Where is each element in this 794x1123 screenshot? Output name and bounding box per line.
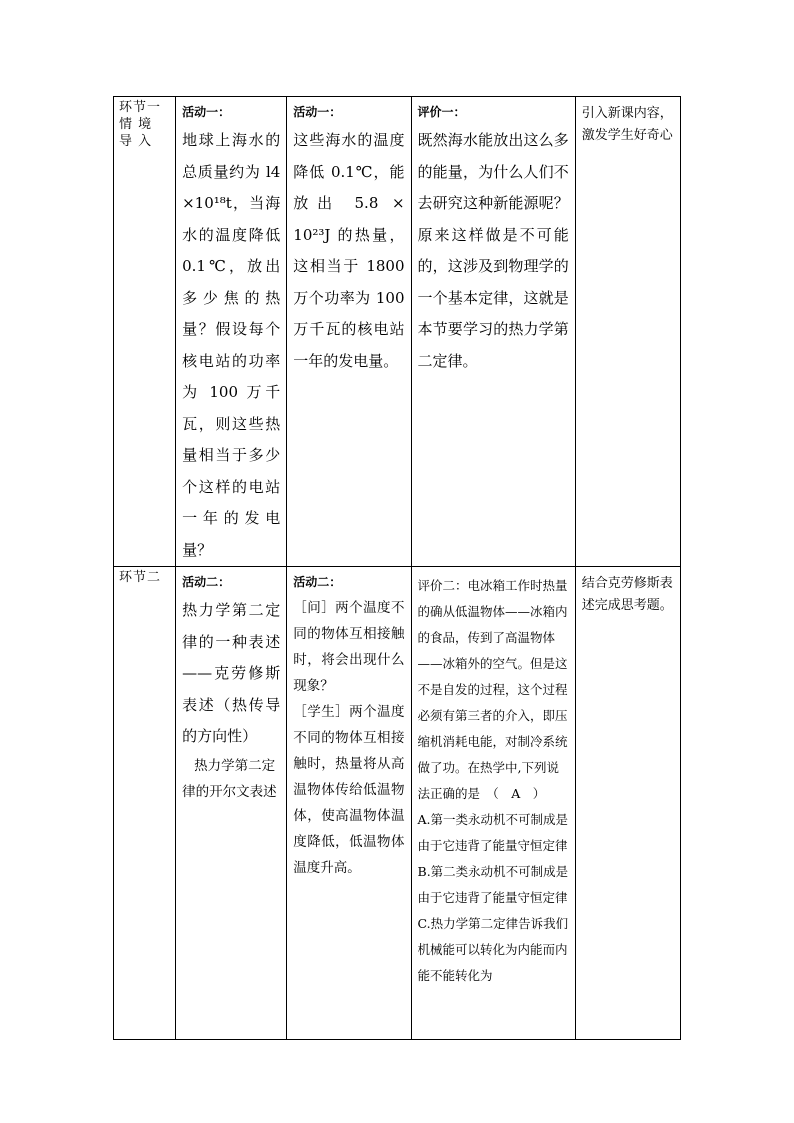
option-c: C.热力学第二定律告诉我们机械能可以转化为内能而内能不能转化为 [417,916,569,983]
activity-label: 活动二： [182,575,231,589]
option-b: B.第二类永动机不可制成是由于它违背了能量守恒定律 [417,864,569,905]
lesson-plan-table [113,96,681,1040]
teacher-activity-cell [176,567,287,1040]
stage-cell [114,97,176,567]
evaluation-text: 评价二：电冰箱工作时热量的确从低温物体——冰箱内的食品，传到了高温物体——冰箱外的空气。但是这不是自发的过程，这个过程必须有第三者的介入，即压缩机消耗电能，对制冷系统做了功。在热学中,下列说法正确的是 （ A ） [417,578,568,801]
activity-label: 活动二： [293,575,342,589]
stage-cell [114,567,176,1040]
activity-label: 活动一： [182,105,231,119]
table-row [114,97,681,567]
activity-text: 这些海水的温度降低 0.1℃，能放出 5.8 × 10²³J 的热量，这相当于 1800 万个功率为 100 万千瓦的核电站一年的发电量。 [293,131,405,370]
stage-label: 环节一 情 境 导 入 [119,100,162,149]
teacher-activity-cell [176,97,287,567]
table-row [114,567,681,1040]
activity-subtext: 热力学第二定律的开尔文表述 [182,757,277,800]
activity-label: 活动一： [293,105,342,119]
intent-cell [575,97,680,567]
answer-text: ［学生］两个温度不同的物体互相接触时，热量将从高温物体传给低温物体，使高温物体温度降低，低温物体温度升高。 [293,704,405,876]
student-activity-cell [287,97,411,567]
evaluation-cell [411,567,575,1040]
activity-text: 地球上海水的总质量约为 l4 ×10¹⁸t，当海水的温度降低 0.1℃，放出多少焦的热量？假设每个核电站的功率为 100 万千瓦，则这些热量相当于多少个这样的电站一年的发电量？ [182,131,281,559]
question-text: ［问］两个温度不同的物体互相接触时，将会出现什么现象？ [293,600,405,694]
evaluation-text: 既然海水能放出这么多的能量，为什么人们不去研究这种新能源呢？原来这样做是不可能的，这涉及到物理学的一个基本定律，这就是本节要学习的热力学第二定律。 [417,131,569,370]
intent-text: 引入新课内容，激发学生好奇心 [581,106,673,143]
student-activity-cell [287,567,411,1040]
stage-label: 环节二 [119,570,162,585]
intent-text: 结合克劳修斯表述完成思考题。 [581,576,673,613]
intent-cell [575,567,680,1040]
evaluation-cell [411,97,575,567]
evaluation-label: 评价一： [417,105,466,119]
option-a: A.第一类永动机不可制成是由于它违背了能量守恒定律 [417,812,569,853]
activity-text: 热力学第二定律的一种表述——克劳修斯表述（热传导的方向性） [182,601,281,745]
